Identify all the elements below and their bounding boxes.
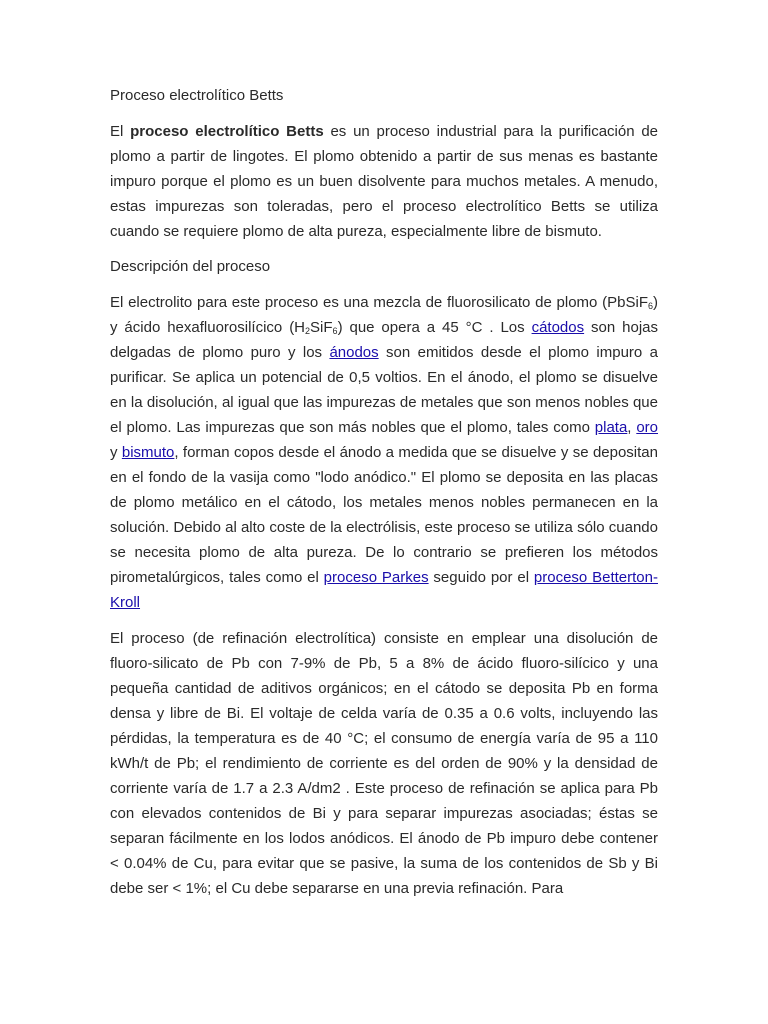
intro-text-2: es un proceso industrial para la purificación de plomo a partir de lingotes. El plomo obtenido a partir de sus menas es bastante impuro porque el plomo es un buen disolvente para muchos metales. A menudo, estas impurezas son toleradas, pero el proceso electrolítico Betts se utiliza cuando se requiere plomo de alta pureza, especialmente libre de bismuto.	[110, 123, 659, 240]
document-page	[110, 84, 658, 912]
intro-paragraph	[110, 119, 658, 244]
desc-text-1: El electrolito para este proceso es una mezcla de fluorosilicato de plomo (PbSiF	[110, 294, 648, 311]
desc-text-2: ) y ácido hexafluorosilícico (H	[110, 294, 658, 336]
link-plata[interactable]: plata	[594, 419, 628, 436]
desc-sub-2: 2	[305, 326, 311, 336]
desc-text-10: seguido por el	[428, 569, 534, 586]
desc-text-3: SiF	[310, 319, 333, 336]
desc-sub-1: 6	[647, 301, 653, 311]
link-oro[interactable]: oro	[636, 419, 658, 436]
link-anodos[interactable]: ánodos	[329, 344, 379, 361]
link-proceso-parkes[interactable]: proceso Parkes	[323, 569, 429, 586]
desc-sub-3: 6	[332, 326, 338, 336]
desc-text-7: ,	[627, 419, 637, 436]
desc-text-8: y	[110, 444, 122, 461]
link-bismuto[interactable]: bismuto	[121, 444, 175, 461]
intro-text-1: El	[110, 123, 131, 140]
description-heading: Descripción del proceso	[110, 258, 271, 275]
link-catodos[interactable]: cátodos	[531, 319, 585, 336]
intro-bold-term: proceso electrolítico Betts	[130, 123, 324, 140]
desc-text-4: ) que opera a 45 °C . Los	[337, 319, 532, 336]
description-paragraph	[110, 290, 658, 615]
desc-text-5: son hojas delgadas de plomo puro y los	[110, 319, 659, 361]
refining-paragraph: El proceso (de refinación electrolítica) consiste en emplear una disolución de fluoro-silicato de Pb con 7-9% de Pb, 5 a 8% de ácido fluoro-silícico y una pequeña cantidad de aditivos orgánicos; en el cátodo se deposita Pb en forma densa y libre de Bi. El voltaje de celda varía de 0.35 a 0.6 volts, incluyendo las pérdidas, la temperatura es de 40 °C; el consumo de energía varía de 95 a 110 kWh/t de Pb; el rendimiento de corriente es del orden de 90% y la densidad de corriente varía de 1.7 a 2.3 A/dm2 . Este proceso de refinación se aplica para Pb con elevados contenidos de Bi y para separar impurezas asociadas; éstas se separan fácilmente en los lodos anódicos. El ánodo de Pb impuro debe contener < 0.04% de Cu, para evitar que se pasive, la suma de los contenidos de Sb y Bi debe ser < 1%; el Cu debe separarse en una previa refinación. Para	[110, 630, 658, 897]
desc-text-9: , forman copos desde el ánodo a medida que se disuelve y se depositan en el fondo de la vasija como "lodo anódico." El plomo se deposita en las placas de plomo metálico en el cátodo, los metales menos nobles permanecen en la solución. Debido al alto coste de la electrólisis, este proceso se utiliza sólo cuando se necesita plomo de alta pureza. De lo contrario se prefieren los métodos pirometalúrgicos, tales como el	[110, 444, 658, 586]
title-heading: Proceso electrolítico Betts	[110, 87, 284, 104]
desc-text-6: son emitidos desde el plomo impuro a purificar. Se aplica un potencial de 0,5 voltios. En el ánodo, el plomo se disuelve en la disolución, al igual que las impurezas de metales que son menos nobles que el plomo. Las impurezas que son más nobles que el plomo, tales como	[110, 344, 658, 436]
link-proceso-betterton-kroll[interactable]: proceso Betterton-Kroll	[110, 569, 658, 611]
